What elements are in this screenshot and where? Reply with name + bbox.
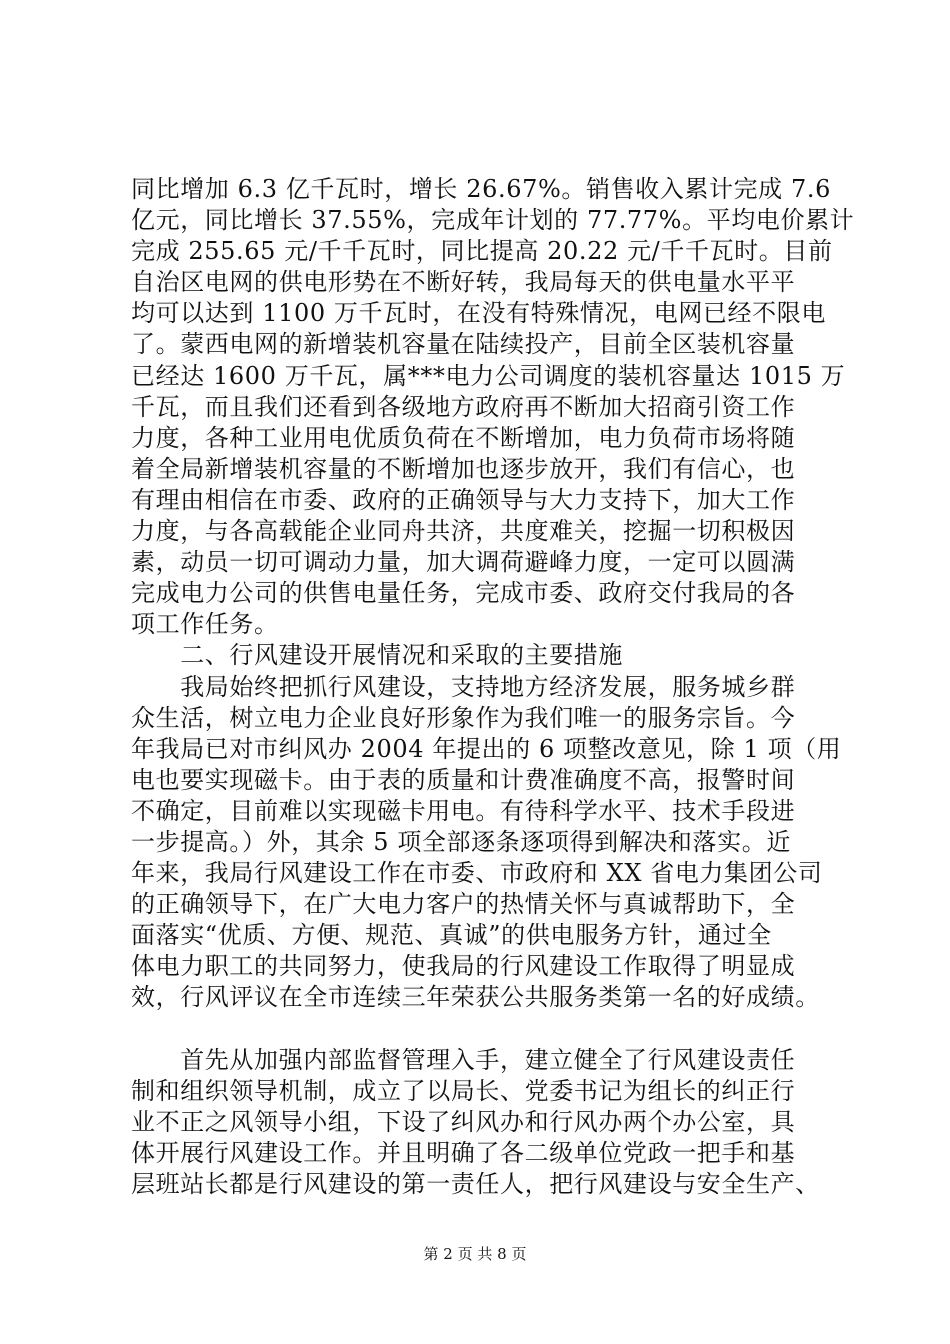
text-line: 自治区电网的供电形势在不断好转，我局每天的供电量水平平 — [131, 268, 796, 297]
text-line: 体电力职工的共同努力，使我局的行风建设工作取得了明显成 — [131, 952, 796, 981]
text-line: 的正确领导下，在广大电力客户的热情关怀与真诚帮助下，全 — [131, 890, 796, 919]
text-line: 体开展行风建设工作。并且明确了各二级单位党政一把手和基 — [131, 1138, 796, 1167]
text-line: 素，动员一切可调动力量，加大调荷避峰力度，一定可以圆满 — [131, 548, 796, 577]
text-line: 着全局新增装机容量的不断增加也逐步放开，我们有信心，也 — [131, 454, 796, 483]
document-body — [131, 174, 855, 1200]
text-line: 均可以达到 1100 万千瓦时，在没有特殊情况，电网已经不限电 — [131, 299, 826, 328]
text-line: 制和组织领导机制，成立了以局长、党委书记为组长的纠正行 — [131, 1076, 796, 1105]
text-line: 完成 255.65 元/千千瓦时，同比提高 20.22 元/千千瓦时。目前 — [131, 237, 833, 266]
paragraph-gap — [131, 1014, 851, 1045]
text-line: 千瓦，而且我们还看到各级地方政府再不断加大招商引资工作 — [131, 392, 796, 421]
text-line: 层班站长都是行风建设的第一责任人，把行风建设与安全生产、 — [131, 1169, 820, 1198]
text-line: 效，行风评议在全市连续三年荣获公共服务类第一名的好成绩。 — [131, 983, 820, 1012]
text-line: 了。蒙西电网的新增装机容量在陆续投产，目前全区装机容量 — [131, 330, 796, 359]
text-line: 首先从加强内部监督管理入手，建立健全了行风建设责任 — [131, 1045, 796, 1074]
paragraph-group-2 — [131, 1045, 851, 1200]
text-line: 有理由相信在市委、政府的正确领导与大力支持下，加大工作 — [131, 485, 796, 514]
text-line: 一步提高。）外，其余 5 项全部逐条逐项得到解决和落实。近 — [131, 827, 791, 856]
text-line: 面落实“优质、方便、规范、真诚”的供电服务方针，通过全 — [131, 921, 772, 950]
text-line: 我局始终把抓行风建设，支持地方经济发展，服务城乡群 — [131, 672, 796, 701]
text-line: 年来，我局行风建设工作在市委、市政府和 XX 省电力集团公司 — [131, 859, 823, 888]
paragraph-group-1 — [131, 174, 855, 1014]
text-line: 项工作任务。 — [131, 610, 279, 639]
page-footer: 第 2 页 共 8 页 — [423, 1245, 527, 1263]
text-line: 完成电力公司的供售电量任务，完成市委、政府交付我局的各 — [131, 579, 796, 608]
text-line: 已经达 1600 万千瓦，属***电力公司调度的装机容量达 1015 万 — [131, 361, 846, 390]
text-line: 年我局已对市纠风办 2004 年提出的 6 项整改意见，除 1 项（用 — [131, 734, 842, 763]
text-line: 力度，与各高载能企业同舟共济，共度难关，挖掘一切积极因 — [131, 517, 796, 546]
text-line: 同比增加 6.3 亿千瓦时，增长 26.67%。销售收入累计完成 7.6 — [131, 175, 831, 203]
text-line: 众生活，树立电力企业良好形象作为我们唯一的服务宗旨。今 — [131, 703, 796, 732]
text-line: 电也要实现磁卡。由于表的质量和计费准确度不高，报警时间 — [131, 765, 796, 794]
text-line: 力度，各种工业用电优质负荷在不断增加，电力负荷市场将随 — [131, 423, 796, 452]
text-line: 二、行风建设开展情况和采取的主要措施 — [131, 641, 623, 670]
text-line: 不确定，目前难以实现磁卡用电。有待科学水平、技术手段进 — [131, 796, 796, 825]
text-line: 业不正之风领导小组，下设了纠风办和行风办两个办公室，具 — [131, 1107, 796, 1136]
text-line: 亿元，同比增长 37.55%，完成年计划的 77.77%。平均电价累计 — [131, 206, 855, 235]
